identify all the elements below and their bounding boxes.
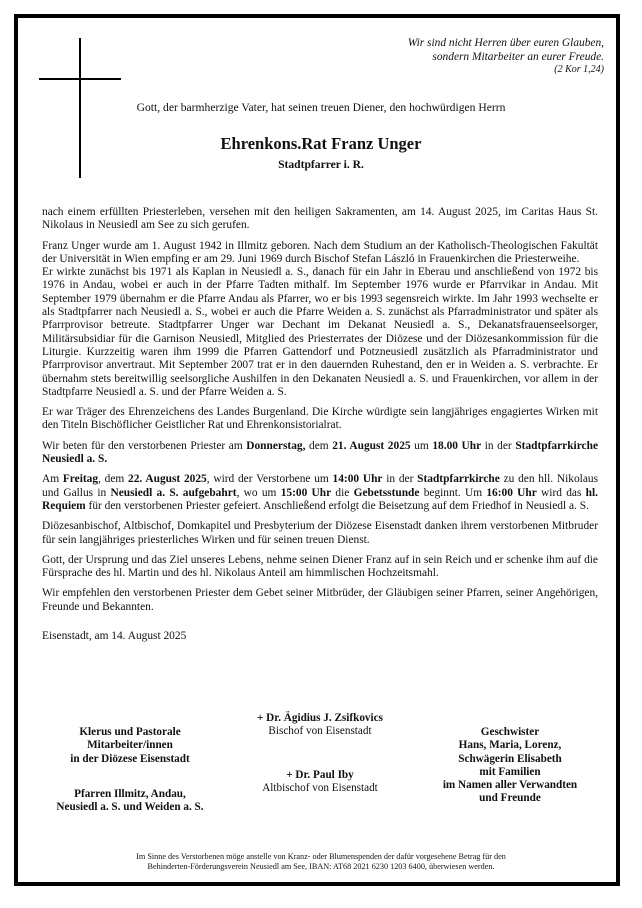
paragraph-thanks: Diözesanbischof, Altbischof, Domkapitel und Presbyterium der Diözese Eisenstadt danken ihrem verstorbenen Mitbruder für sein langjähriges priesterliches Wirken und für seinen treuen Dienst. bbox=[42, 520, 598, 546]
signature-line: und Freunde bbox=[479, 792, 541, 805]
donation-footer bbox=[0, 852, 642, 872]
retired-bishop-name: + Dr. Paul Iby bbox=[286, 768, 354, 781]
signature-line: im Namen aller Verwandten bbox=[442, 779, 578, 792]
signature-line: mit Familien bbox=[479, 765, 541, 778]
funeral-text: für den verstorbenen Priester gefeiert. Anschließend erfolgt die Beisetzung auf dem Friedhof in Neusiedl a. S. bbox=[85, 499, 589, 512]
signature-clergy bbox=[40, 726, 220, 814]
spacer bbox=[230, 739, 410, 769]
signature-line: Klerus und Pastorale bbox=[79, 726, 181, 738]
date-line: Eisenstadt, am 14. August 2025 bbox=[42, 630, 187, 643]
quote-reference: (2 Kor 1,24) bbox=[554, 64, 604, 75]
prayer-text: Wir beten für den verstorbenen Priester am bbox=[42, 439, 247, 452]
funeral-text: , wird der Verstorbene um bbox=[206, 473, 333, 486]
bishop-name: + Dr. Ägidius J. Zsifkovics bbox=[257, 712, 383, 724]
signature-line: Pfarren Illmitz, Andau, bbox=[74, 787, 186, 800]
funeral-church: Stadtpfarrkirche bbox=[417, 473, 500, 486]
quote-line-1: Wir sind nicht Herren über euren Glauben, bbox=[407, 37, 604, 49]
cross-icon-bar bbox=[39, 78, 121, 80]
funeral-text: die bbox=[331, 486, 354, 499]
retired-bishop-title: Altbischof von Eisenstadt bbox=[262, 781, 378, 794]
funeral-prayer-time: 15:00 Uhr bbox=[280, 486, 332, 499]
bible-quote bbox=[304, 37, 604, 76]
paragraph-death-notice: nach einem erfüllten Priesterleben, versehen mit den heiligen Sakramenten, am 14. August 2025, im Caritas Haus St. Nikolaus in Neusiedl am See zu sich gerufen. bbox=[42, 206, 598, 232]
funeral-laying-out: Neusiedl a. S. aufgebahrt bbox=[110, 486, 237, 499]
signature-line: Geschwister bbox=[480, 726, 540, 738]
deceased-title: Stadtpfarrer i. R. bbox=[278, 158, 364, 171]
paragraph-blessing: Gott, der Ursprung und das Ziel unseres Lebens, nehme seinen Diener Franz auf in sein Reich und er schenke ihm auf die Fürsprache des hl. Martin und des hl. Nikolaus Anteil am himmlischen Hochzeitsmahl. bbox=[42, 553, 598, 580]
prayer-text: um bbox=[410, 439, 433, 452]
signature-bishops bbox=[230, 712, 410, 795]
signature-line: Schwägerin Elisabeth bbox=[458, 752, 562, 765]
quote-line-2: sondern Mitarbeiter an eurer Freude. bbox=[432, 50, 604, 63]
paragraph-biography-birth: Franz Unger wurde am 1. August 1942 in Illmitz geboren. Nach dem Studium an der Katholisch-Theologischen Fakultät der Universität in Wien empfing er am 29. Juni 1969 durch Bischof Stefan László in Frauenkirchen die Priesterweihe. bbox=[42, 239, 598, 265]
signature-block bbox=[40, 712, 600, 822]
funeral-day: Freitag bbox=[62, 473, 99, 486]
signature-family bbox=[418, 726, 602, 806]
funeral-text: zu den hll. Nikolaus und Gallus in bbox=[42, 473, 599, 499]
prayer-time: 18.00 Uhr bbox=[432, 439, 482, 452]
funeral-time: 14:00 Uhr bbox=[332, 473, 383, 486]
spacer bbox=[40, 766, 220, 788]
prayer-text: dem bbox=[305, 439, 333, 452]
obituary-body bbox=[42, 206, 598, 650]
funeral-requiem-time: 16:00 Uhr bbox=[486, 486, 537, 499]
paragraph-biography-career: Er wirkte zunächst bis 1971 als Kaplan in Neusiedl a. S., danach für ein Jahr in Eberau und anschließend von 1972 bis 1976 in Andau, wobei er auch in der Pfarre Tadten mithalf. Im September 1976 wurde er Pfarrvikar in Andau. Mit September 1979 übernahm er die Pfarre Andau als Pfarrer, wo er bis 1993 segensreich wirkte. Im Jahr 1993 wechselte er als Stadtpfarrer nach Neusiedl a. S., wobei er auch die Pfarre Weiden a. S. zunächst als Pfarradministrator und später als Pfarrprovisor betreute. Stadtpfarrer Unger war Dechant im Dekanat Neusiedl a. S., Dekanatsfrauenseelsorger, Militärsubsidiar für die Garnison Neusiedl, Mitglied des Priesterrates der Diözese und der Diözesankommission für die Liturgie. Kurzzeitig waren ihm 1999 die Pfarren Gattendorf und Potzneusiedl zusätzlich als Pfarradministrator und Pfarrprovisor anvertraut. Mit September 2007 trat er in den dauernden Ruhestand, den er in Weiden a. S. verbrachte. Er übernahm stets bereitwillig seelsorgliche Aushilfen in den Dekanaten Neusiedl a. S. und Frauenkirchen, vor allem in der Stadtpfarre Neusiedl a. S. und der Pfarre Weiden a. S. bbox=[42, 266, 598, 398]
footer-line-1: Im Sinne des Verstorbenen möge anstelle von Kranz- oder Blumenspenden der dafür vorgesehene Betrag für den bbox=[136, 852, 506, 861]
signature-line: Hans, Maria, Lorenz, bbox=[458, 739, 562, 752]
funeral-text: , wo um bbox=[236, 486, 281, 499]
deceased-name: Ehrenkons.Rat Franz Unger bbox=[220, 134, 422, 153]
prayer-text: in der bbox=[481, 439, 516, 452]
footer-line-2: Behinderten-Förderungsverein Neusiedl am See, IBAN: AT68 2021 6230 1203 6400, überwiesen werden. bbox=[147, 862, 495, 871]
bishop-title: Bischof von Eisenstadt bbox=[268, 725, 372, 738]
funeral-text: , dem bbox=[98, 473, 129, 486]
intro-line: Gott, der barmherzige Vater, hat seinen treuen Diener, den hochwürdigen Herrn bbox=[136, 101, 506, 114]
signature-line: Mitarbeiter/innen bbox=[87, 739, 173, 752]
funeral-date: 22. August 2025 bbox=[128, 473, 207, 486]
paragraph-funeral bbox=[42, 473, 598, 513]
signature-line: in der Diözese Eisenstadt bbox=[70, 752, 190, 765]
paragraph-recommendation: Wir empfehlen den verstorbenen Priester dem Gebet seiner Mitbrüder, der Gläubigen seiner Pfarren, seiner Angehörigen, Freunde und Bekannten. bbox=[42, 587, 598, 613]
funeral-text: in der bbox=[382, 473, 418, 486]
paragraph-prayer bbox=[42, 440, 598, 467]
funeral-requiem: hl. Requiem bbox=[42, 486, 599, 512]
prayer-date: 21. August 2025 bbox=[332, 439, 411, 452]
signature-line: Neusiedl a. S. und Weiden a. S. bbox=[56, 801, 204, 814]
prayer-location: Stadtpfarrkirche Neusiedl a. S. bbox=[42, 439, 598, 466]
prayer-day: Donnerstag, bbox=[246, 439, 306, 452]
funeral-prayer-hour: Gebetsstunde bbox=[353, 486, 420, 499]
funeral-text: wird das bbox=[536, 486, 586, 499]
paragraph-honors: Er war Träger des Ehrenzeichens des Landes Burgenland. Die Kirche würdigte sein langjähriges engagiertes Wirken mit den Titeln Bischöflicher Geistlicher Rat und Ehrenkonsistorialrat. bbox=[42, 406, 598, 432]
funeral-text: Am bbox=[42, 473, 63, 486]
funeral-text: beginnt. Um bbox=[419, 486, 487, 499]
